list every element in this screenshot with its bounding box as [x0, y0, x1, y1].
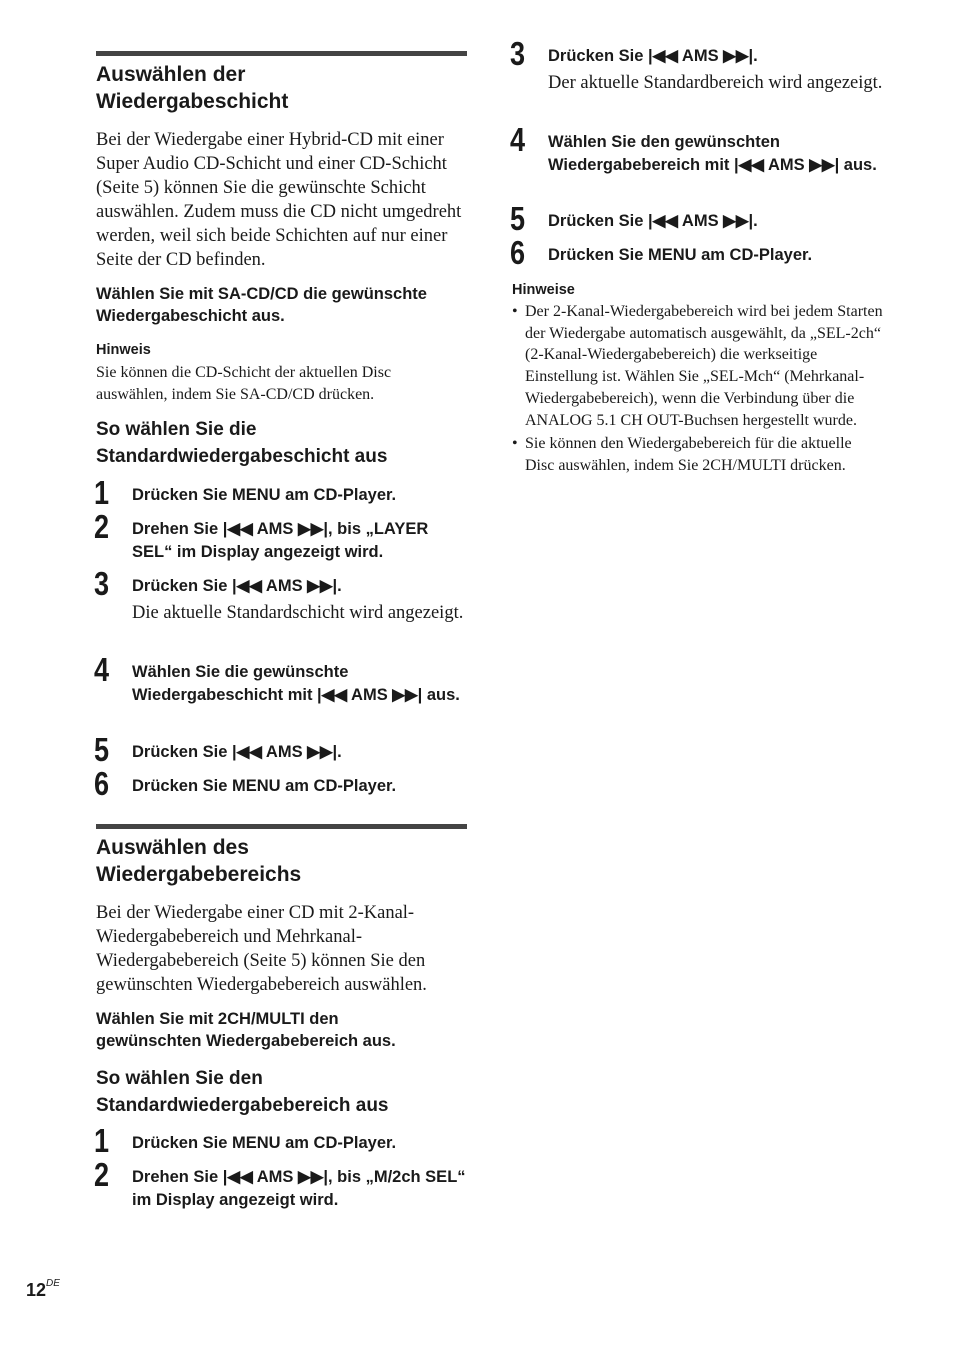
step-text: Drücken Sie |◀◀ AMS ▶▶|. [548, 47, 758, 65]
step-item [94, 651, 467, 707]
step-text: Drücken Sie MENU am CD-Player. [548, 246, 813, 264]
step-number: 1 [94, 474, 110, 511]
section-rule [96, 51, 467, 56]
step-number: 3 [94, 565, 110, 602]
step-number: 6 [510, 234, 526, 271]
instruction-text: Wählen Sie mit 2CH/MULTI den gewünschten Wiedergabebereich aus. [96, 1010, 396, 1050]
note-item: • Sie können den Wiedergabebereich für die aktuelle Disc auswählen, indem Sie 2CH/MULTI drücken. [512, 433, 884, 476]
step-number: 4 [510, 121, 526, 158]
step-text: Drehen Sie |◀◀ AMS ▶▶|, bis „M/2ch SEL“ im Display angezeigt wird. [132, 1168, 466, 1209]
step-description: Der aktuelle Standardbereich wird angezeigt. [548, 73, 883, 93]
step-item [510, 200, 884, 237]
step-item [510, 234, 884, 271]
step-text: Drehen Sie |◀◀ AMS ▶▶|, bis „LAYER SEL“ im Display angezeigt wird. [132, 520, 429, 561]
step-number: 2 [94, 508, 110, 545]
page-number-suffix: DE [46, 1278, 60, 1289]
section-title-line: Wiedergabeschicht [96, 90, 289, 113]
step-text: Wählen Sie die gewünschte Wiedergabeschicht mit |◀◀ AMS ▶▶| aus. [132, 663, 460, 704]
section-title-line: Auswählen des [96, 836, 249, 859]
section-title [96, 834, 467, 888]
instruction-text: Wählen Sie mit SA-CD/CD die gewünschte Wiedergabeschicht aus. [96, 285, 427, 325]
step-text: Drücken Sie MENU am CD-Player. [132, 777, 397, 795]
intro-paragraph: Bei der Wiedergabe einer Hybrid-CD mit einer Super Audio CD-Schicht und einer CD-Schicht (Seite 5) können Sie die gewünschte Schicht auswählen. Zudem muss die CD nicht umgedreht werden, weil sich beide Schichten auf nur einer Seite der CD befinden. [96, 130, 462, 270]
step-item [94, 565, 467, 625]
step-item [94, 765, 467, 802]
step-number: 5 [94, 731, 110, 768]
step-number: 4 [94, 651, 110, 688]
step-text: Drücken Sie MENU am CD-Player. [132, 486, 397, 504]
step-item [94, 474, 467, 511]
step-item [94, 1122, 467, 1159]
step-item [94, 508, 467, 564]
step-number: 6 [94, 765, 110, 802]
note-item: • Der 2-Kanal-Wiedergabebereich wird bei jedem Starten der Wiedergabe automatisch ausgewählt, da „SEL-2ch“ (2-Kanal-Wiedergabebereich) die werkseitige Einstellung ist. Wählen Sie „SEL-Mch“ (Mehrkanal-Wiedergabebereich), wenn die Verbindung über die ANALOG 5.1 CH OUT-Buchsen hergestellt wurde. [512, 301, 884, 431]
note-heading: Hinweis [96, 342, 151, 358]
step-number: 5 [510, 200, 526, 237]
step-number: 2 [94, 1156, 110, 1193]
step-item [94, 1156, 467, 1212]
subsection-title [96, 1065, 476, 1119]
note-text: Sie können die CD-Schicht der aktuellen Disc auswählen, indem Sie SA-CD/CD drücken. [96, 364, 392, 403]
step-text: Drücken Sie MENU am CD-Player. [132, 1134, 397, 1152]
step-text: Drücken Sie |◀◀ AMS ▶▶|. [132, 743, 342, 761]
section-title-line: Auswählen der [96, 63, 246, 86]
step-text: Drücken Sie |◀◀ AMS ▶▶|. [132, 577, 342, 595]
subsection-title-line: Standardwiedergabebereich aus [96, 1095, 389, 1116]
section-area [96, 824, 467, 888]
section-title [96, 61, 467, 115]
step-number: 3 [510, 35, 526, 72]
notes-heading: Hinweise [512, 282, 575, 298]
page-number [26, 1280, 60, 1301]
intro-paragraph: Bei der Wiedergabe einer CD mit 2-Kanal-Wiedergabebereich und Mehrkanal-Wiedergabebereich (Seite 5) können Sie den gewünschten Wiedergabebereich auswählen. [96, 903, 427, 995]
step-number: 1 [94, 1122, 110, 1159]
page-number-value: 12 [26, 1280, 47, 1300]
subsection-title-line: So wählen Sie die [96, 419, 257, 440]
step-item [510, 35, 884, 95]
step-text: Drücken Sie |◀◀ AMS ▶▶|. [548, 212, 758, 230]
subsection-title [96, 416, 476, 470]
step-item [510, 121, 884, 177]
subsection-title-line: So wählen Sie den [96, 1068, 263, 1089]
step-description: Die aktuelle Standardschicht wird angezeigt. [132, 603, 464, 623]
subsection-title-line: Standardwiedergabeschicht aus [96, 446, 388, 467]
section-layer [96, 51, 467, 115]
step-text: Wählen Sie den gewünschten Wiedergabebereich mit |◀◀ AMS ▶▶| aus. [548, 133, 877, 174]
section-title-line: Wiedergabebereichs [96, 863, 302, 886]
section-rule [96, 824, 467, 829]
step-item [94, 731, 467, 768]
notes-list [512, 301, 884, 479]
